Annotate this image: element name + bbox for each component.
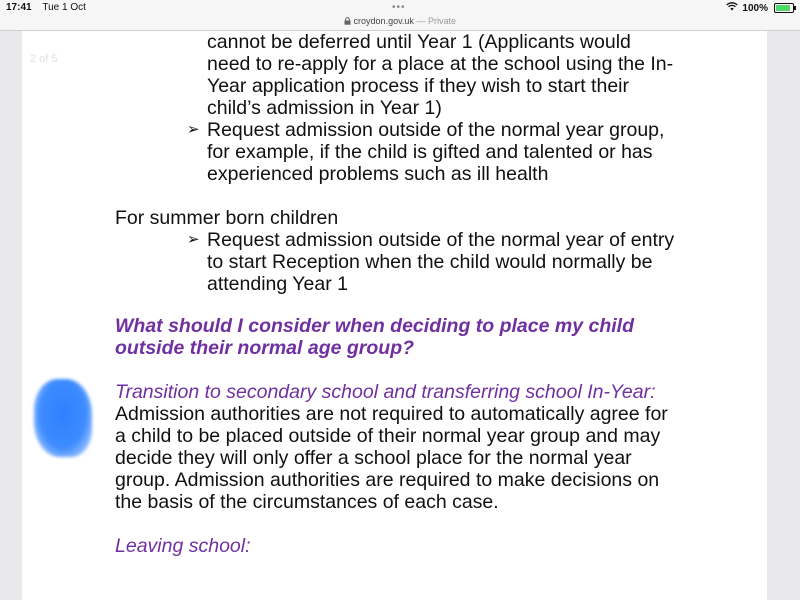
bullet-line	[187, 229, 715, 251]
continuation-block	[115, 31, 715, 119]
section-heading	[115, 315, 715, 359]
status-right	[726, 2, 794, 14]
transition-heading: Transition to secondary school and transferring school In-Year:	[115, 381, 656, 403]
text-line: for example, if the child is gifted and talented or has	[207, 141, 653, 163]
status-time: 17:41	[6, 2, 32, 13]
arrow-bullet-icon: ➢	[187, 231, 200, 248]
bullet-item	[115, 229, 715, 295]
transition-paragraph	[115, 403, 715, 513]
summer-label: For summer born children	[115, 207, 339, 229]
pdf-page[interactable]	[22, 31, 767, 600]
wifi-icon	[726, 2, 738, 14]
document-body	[115, 31, 715, 557]
leaving-heading: Leaving school:	[115, 535, 251, 557]
arrow-bullet-icon: ➢	[187, 121, 200, 138]
text-line: experienced problems such as ill health	[207, 163, 549, 185]
text-line: Request admission outside of the normal year of entry	[207, 229, 675, 251]
heading-line: What should I consider when deciding to place my child	[115, 315, 634, 337]
url-domain: croydon.gov.uk	[353, 16, 414, 26]
text-line: Admission authorities are not required to automatically agree for	[115, 403, 668, 425]
private-label: — Private	[416, 16, 456, 26]
page-indicator: 2 of 5	[30, 53, 58, 65]
bullet-item	[115, 119, 715, 185]
status-left	[6, 2, 86, 13]
text-line: decide they will only offer a school place for the normal year	[115, 447, 632, 469]
battery-percent: 100%	[742, 2, 768, 14]
battery-fill	[776, 5, 790, 11]
text-line: Year application process if they wish to start their	[207, 75, 629, 97]
text-line: child’s admission in Year 1)	[207, 97, 442, 119]
bullet-line	[187, 119, 715, 141]
text-line: a child to be placed outside of their normal year group and may	[115, 425, 661, 447]
text-line: need to re-apply for a place at the school using the In-	[207, 53, 674, 75]
text-line: to start Reception when the child would normally be	[207, 251, 653, 273]
battery-icon	[774, 3, 794, 13]
status-date: Tue 1 Oct	[42, 2, 86, 13]
heading-line: outside their normal age group?	[115, 337, 415, 359]
text-line: cannot be deferred until Year 1 (Applicants would	[207, 31, 631, 53]
text-line: group. Admission authorities are required to make decisions on	[115, 469, 660, 491]
text-line: attending Year 1	[207, 273, 348, 295]
finger-touch-blob	[34, 379, 92, 457]
more-dots-icon[interactable]: •••	[392, 2, 406, 13]
text-line: Request admission outside of the normal year group,	[207, 119, 665, 141]
lock-icon	[344, 16, 354, 26]
text-line: the basis of the circumstances of each case.	[115, 491, 499, 513]
